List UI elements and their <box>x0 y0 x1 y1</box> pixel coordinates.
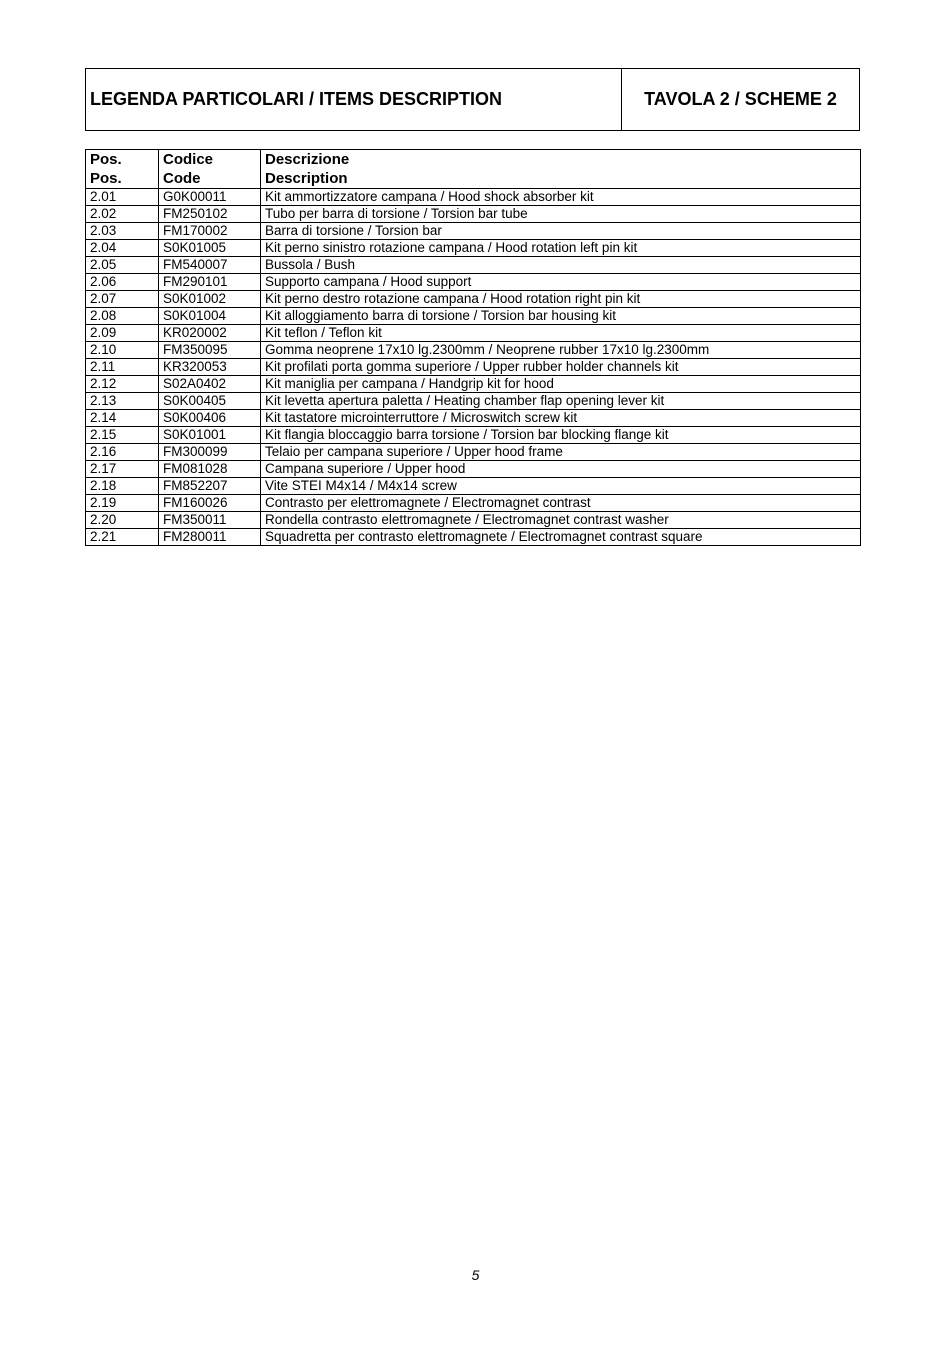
pos-cell: 2.04 <box>86 240 159 257</box>
code-cell: S0K00405 <box>159 393 261 410</box>
description-cell: Kit perno destro rotazione campana / Hood rotation right pin kit <box>261 291 861 308</box>
table-row <box>86 206 861 223</box>
pos-cell: 2.11 <box>86 359 159 376</box>
code-cell: S0K01004 <box>159 308 261 325</box>
description-cell: Telaio per campana superiore / Upper hood frame <box>261 444 861 461</box>
code-cell: FM160026 <box>159 495 261 512</box>
code-cell: FM350095 <box>159 342 261 359</box>
code-cell: S02A0402 <box>159 376 261 393</box>
code-cell: FM852207 <box>159 478 261 495</box>
pos-cell: 2.06 <box>86 274 159 291</box>
items-table <box>85 149 861 546</box>
page-number: 5 <box>471 1267 480 1283</box>
table-row <box>86 495 861 512</box>
code-cell: FM350011 <box>159 512 261 529</box>
table-row <box>86 427 861 444</box>
pos-cell: 2.17 <box>86 461 159 478</box>
code-cell: FM290101 <box>159 274 261 291</box>
code-cell: S0K01002 <box>159 291 261 308</box>
table-row <box>86 308 861 325</box>
table-row <box>86 444 861 461</box>
scheme-label: TAVOLA 2 / SCHEME 2 <box>644 89 837 109</box>
table-row <box>86 512 861 529</box>
code-cell: KR320053 <box>159 359 261 376</box>
code-cell: KR020002 <box>159 325 261 342</box>
table-row <box>86 410 861 427</box>
code-cell: G0K00011 <box>159 189 261 206</box>
description-cell: Kit profilati porta gomma superiore / Upper rubber holder channels kit <box>261 359 861 376</box>
table-row <box>86 274 861 291</box>
code-cell: S0K01005 <box>159 240 261 257</box>
column-header-pos-it: Pos. <box>90 151 122 168</box>
table-row <box>86 223 861 240</box>
table-row <box>86 359 861 376</box>
column-header-code-en: Code <box>163 170 201 187</box>
table-row <box>86 240 861 257</box>
pos-cell: 2.20 <box>86 512 159 529</box>
description-cell: Kit ammortizzatore campana / Hood shock absorber kit <box>261 189 861 206</box>
table-row <box>86 478 861 495</box>
pos-cell: 2.08 <box>86 308 159 325</box>
pos-cell: 2.21 <box>86 529 159 546</box>
table-row <box>86 257 861 274</box>
table-row <box>86 189 861 206</box>
table-row <box>86 461 861 478</box>
pos-cell: 2.18 <box>86 478 159 495</box>
column-header-description <box>261 150 861 189</box>
description-cell: Kit tastatore microinterruttore / Microswitch screw kit <box>261 410 861 427</box>
description-cell: Bussola / Bush <box>261 257 861 274</box>
code-cell: FM280011 <box>159 529 261 546</box>
table-row <box>86 376 861 393</box>
code-cell: FM250102 <box>159 206 261 223</box>
column-header-code-it: Codice <box>163 151 214 168</box>
description-cell: Supporto campana / Hood support <box>261 274 861 291</box>
code-cell: FM081028 <box>159 461 261 478</box>
pos-cell: 2.03 <box>86 223 159 240</box>
code-cell: FM300099 <box>159 444 261 461</box>
description-cell: Contrasto per elettromagnete / Electromagnet contrast <box>261 495 861 512</box>
description-cell: Barra di torsione / Torsion bar <box>261 223 861 240</box>
code-cell: S0K00406 <box>159 410 261 427</box>
description-cell: Tubo per barra di torsione / Torsion bar tube <box>261 206 861 223</box>
description-cell: Rondella contrasto elettromagnete / Electromagnet contrast washer <box>261 512 861 529</box>
column-header-pos-en: Pos. <box>90 170 122 187</box>
pos-cell: 2.07 <box>86 291 159 308</box>
description-cell: Kit perno sinistro rotazione campana / Hood rotation left pin kit <box>261 240 861 257</box>
description-cell: Vite STEI M4x14 / M4x14 screw <box>261 478 861 495</box>
code-cell: FM170002 <box>159 223 261 240</box>
pos-cell: 2.10 <box>86 342 159 359</box>
document-title: LEGENDA PARTICOLARI / ITEMS DESCRIPTION <box>86 69 622 130</box>
code-cell: FM540007 <box>159 257 261 274</box>
description-cell: Kit teflon / Teflon kit <box>261 325 861 342</box>
table-row <box>86 393 861 410</box>
pos-cell: 2.16 <box>86 444 159 461</box>
pos-cell: 2.15 <box>86 427 159 444</box>
column-header-pos <box>86 150 159 189</box>
header-box <box>85 68 860 131</box>
pos-cell: 2.02 <box>86 206 159 223</box>
pos-cell: 2.12 <box>86 376 159 393</box>
pos-cell: 2.19 <box>86 495 159 512</box>
pos-cell: 2.13 <box>86 393 159 410</box>
table-row <box>86 529 861 546</box>
table-row <box>86 325 861 342</box>
table-header-row <box>86 150 861 189</box>
items-table-body <box>86 189 861 546</box>
description-cell: Campana superiore / Upper hood <box>261 461 861 478</box>
description-cell: Gomma neoprene 17x10 lg.2300mm / Neoprene rubber 17x10 lg.2300mm <box>261 342 861 359</box>
column-header-description-it: Descrizione <box>265 151 350 168</box>
table-row <box>86 291 861 308</box>
pos-cell: 2.05 <box>86 257 159 274</box>
pos-cell: 2.14 <box>86 410 159 427</box>
description-cell: Squadretta per contrasto elettromagnete / Electromagnet contrast square <box>261 529 861 546</box>
description-cell: Kit levetta apertura paletta / Heating chamber flap opening lever kit <box>261 393 861 410</box>
column-header-code <box>159 150 261 189</box>
code-cell: S0K01001 <box>159 427 261 444</box>
description-cell: Kit flangia bloccaggio barra torsione / Torsion bar blocking flange kit <box>261 427 861 444</box>
description-cell: Kit maniglia per campana / Handgrip kit for hood <box>261 376 861 393</box>
table-row <box>86 342 861 359</box>
column-header-description-en: Description <box>265 170 348 187</box>
description-cell: Kit alloggiamento barra di torsione / Torsion bar housing kit <box>261 308 861 325</box>
pos-cell: 2.09 <box>86 325 159 342</box>
pos-cell: 2.01 <box>86 189 159 206</box>
